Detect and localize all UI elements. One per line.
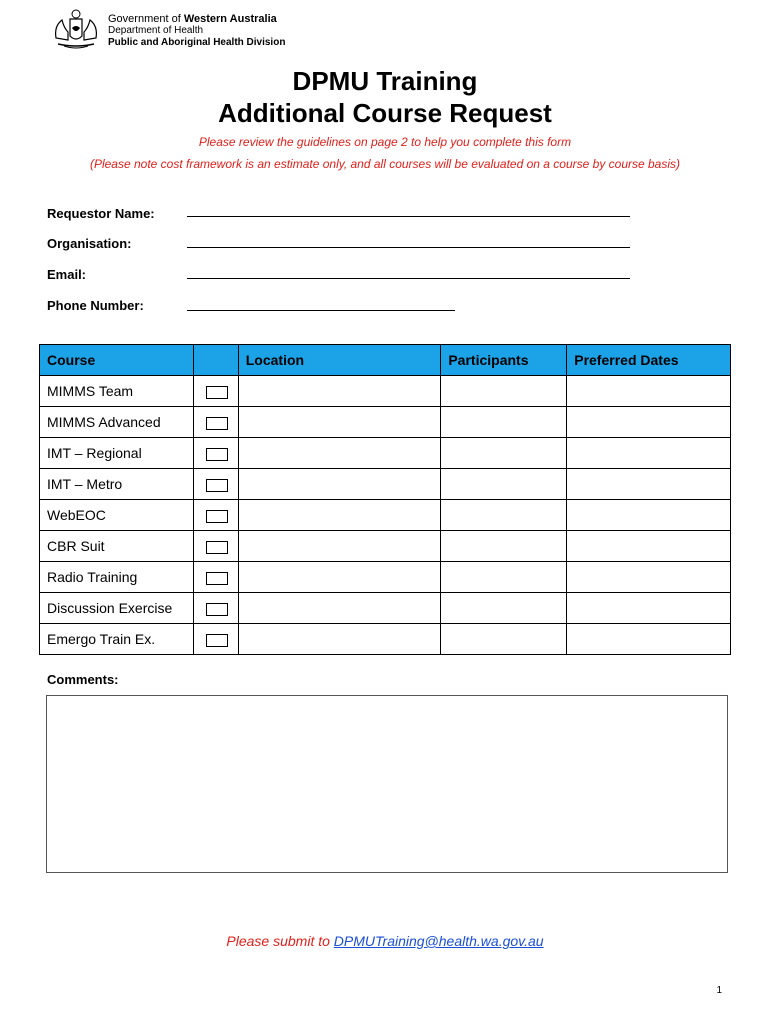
participants-cell[interactable] bbox=[441, 438, 567, 469]
participants-cell[interactable] bbox=[441, 469, 567, 500]
participants-cell[interactable] bbox=[441, 624, 567, 655]
organisation-field[interactable] bbox=[187, 247, 630, 248]
organisation-label: Organisation: bbox=[47, 236, 132, 251]
location-cell[interactable] bbox=[238, 438, 441, 469]
course-name: Discussion Exercise bbox=[40, 593, 194, 624]
table-row bbox=[40, 500, 731, 531]
location-cell[interactable] bbox=[238, 469, 441, 500]
participants-cell[interactable] bbox=[441, 531, 567, 562]
org-line-government: Government of Western Australia bbox=[108, 13, 277, 25]
page-number: 1 bbox=[716, 985, 722, 996]
header-select bbox=[193, 345, 238, 376]
location-cell[interactable] bbox=[238, 531, 441, 562]
form-subtitle: Additional Course Request bbox=[218, 98, 552, 128]
course-checkbox[interactable] bbox=[206, 603, 228, 616]
table-row bbox=[40, 562, 731, 593]
email-field[interactable] bbox=[187, 278, 630, 279]
table-row bbox=[40, 624, 731, 655]
phone-number-label: Phone Number: bbox=[47, 298, 144, 313]
table-row bbox=[40, 407, 731, 438]
table-row bbox=[40, 531, 731, 562]
preferred-dates-cell[interactable] bbox=[567, 562, 731, 593]
form-title: DPMU Training bbox=[292, 66, 478, 96]
course-checkbox[interactable] bbox=[206, 448, 228, 461]
participants-cell[interactable] bbox=[441, 562, 567, 593]
participants-cell[interactable] bbox=[441, 407, 567, 438]
table-row bbox=[40, 593, 731, 624]
location-cell[interactable] bbox=[238, 562, 441, 593]
participants-cell[interactable] bbox=[441, 376, 567, 407]
preferred-dates-cell[interactable] bbox=[567, 469, 731, 500]
org-line-department: Department of Health bbox=[108, 25, 204, 36]
table-header-row bbox=[40, 345, 731, 376]
participants-cell[interactable] bbox=[441, 593, 567, 624]
course-checkbox[interactable] bbox=[206, 572, 228, 585]
preferred-dates-cell[interactable] bbox=[567, 407, 731, 438]
requestor-name-label: Requestor Name: bbox=[47, 206, 155, 221]
course-checkbox[interactable] bbox=[206, 541, 228, 554]
organisation-header bbox=[108, 13, 285, 49]
location-cell[interactable] bbox=[238, 500, 441, 531]
header-participants: Participants bbox=[441, 345, 567, 376]
course-checkbox[interactable] bbox=[206, 417, 228, 430]
course-checkbox[interactable] bbox=[206, 634, 228, 647]
table-row bbox=[40, 376, 731, 407]
course-name: IMT – Regional bbox=[40, 438, 194, 469]
table-row bbox=[40, 469, 731, 500]
comments-textarea[interactable] bbox=[46, 695, 728, 873]
header-course: Course bbox=[40, 345, 194, 376]
preferred-dates-cell[interactable] bbox=[567, 624, 731, 655]
cost-note: (Please note cost framework is an estimate only, and all courses will be evaluated on a course by course basis) bbox=[89, 157, 681, 171]
comments-label: Comments: bbox=[47, 672, 119, 687]
participants-cell[interactable] bbox=[441, 500, 567, 531]
submit-instruction bbox=[0, 933, 770, 949]
phone-number-field[interactable] bbox=[187, 310, 455, 311]
guidelines-note: Please review the guidelines on page 2 to help you complete this form bbox=[198, 135, 572, 149]
submit-prefix: Please submit to bbox=[226, 933, 334, 949]
location-cell[interactable] bbox=[238, 624, 441, 655]
preferred-dates-cell[interactable] bbox=[567, 438, 731, 469]
course-checkbox[interactable] bbox=[206, 479, 228, 492]
email-label: Email: bbox=[47, 267, 87, 282]
header-location: Location bbox=[238, 345, 441, 376]
course-name: CBR Suit bbox=[40, 531, 194, 562]
location-cell[interactable] bbox=[238, 593, 441, 624]
preferred-dates-cell[interactable] bbox=[567, 593, 731, 624]
location-cell[interactable] bbox=[238, 376, 441, 407]
wa-government-crest-icon bbox=[50, 8, 102, 50]
header-preferred-dates: Preferred Dates bbox=[567, 345, 731, 376]
requestor-name-field[interactable] bbox=[187, 216, 630, 217]
course-name: WebEOC bbox=[40, 500, 194, 531]
preferred-dates-cell[interactable] bbox=[567, 500, 731, 531]
course-name: Radio Training bbox=[40, 562, 194, 593]
submit-email-link[interactable]: DPMUTraining@health.wa.gov.au bbox=[333, 933, 544, 949]
course-name: MIMMS Advanced bbox=[40, 407, 194, 438]
course-checkbox[interactable] bbox=[206, 510, 228, 523]
table-row bbox=[40, 438, 731, 469]
preferred-dates-cell[interactable] bbox=[567, 376, 731, 407]
course-name: IMT – Metro bbox=[40, 469, 194, 500]
location-cell[interactable] bbox=[238, 407, 441, 438]
course-name: Emergo Train Ex. bbox=[40, 624, 194, 655]
course-table bbox=[39, 344, 731, 655]
course-checkbox[interactable] bbox=[206, 386, 228, 399]
preferred-dates-cell[interactable] bbox=[567, 531, 731, 562]
org-line-division: Public and Aboriginal Health Division bbox=[108, 37, 286, 48]
course-name: MIMMS Team bbox=[40, 376, 194, 407]
